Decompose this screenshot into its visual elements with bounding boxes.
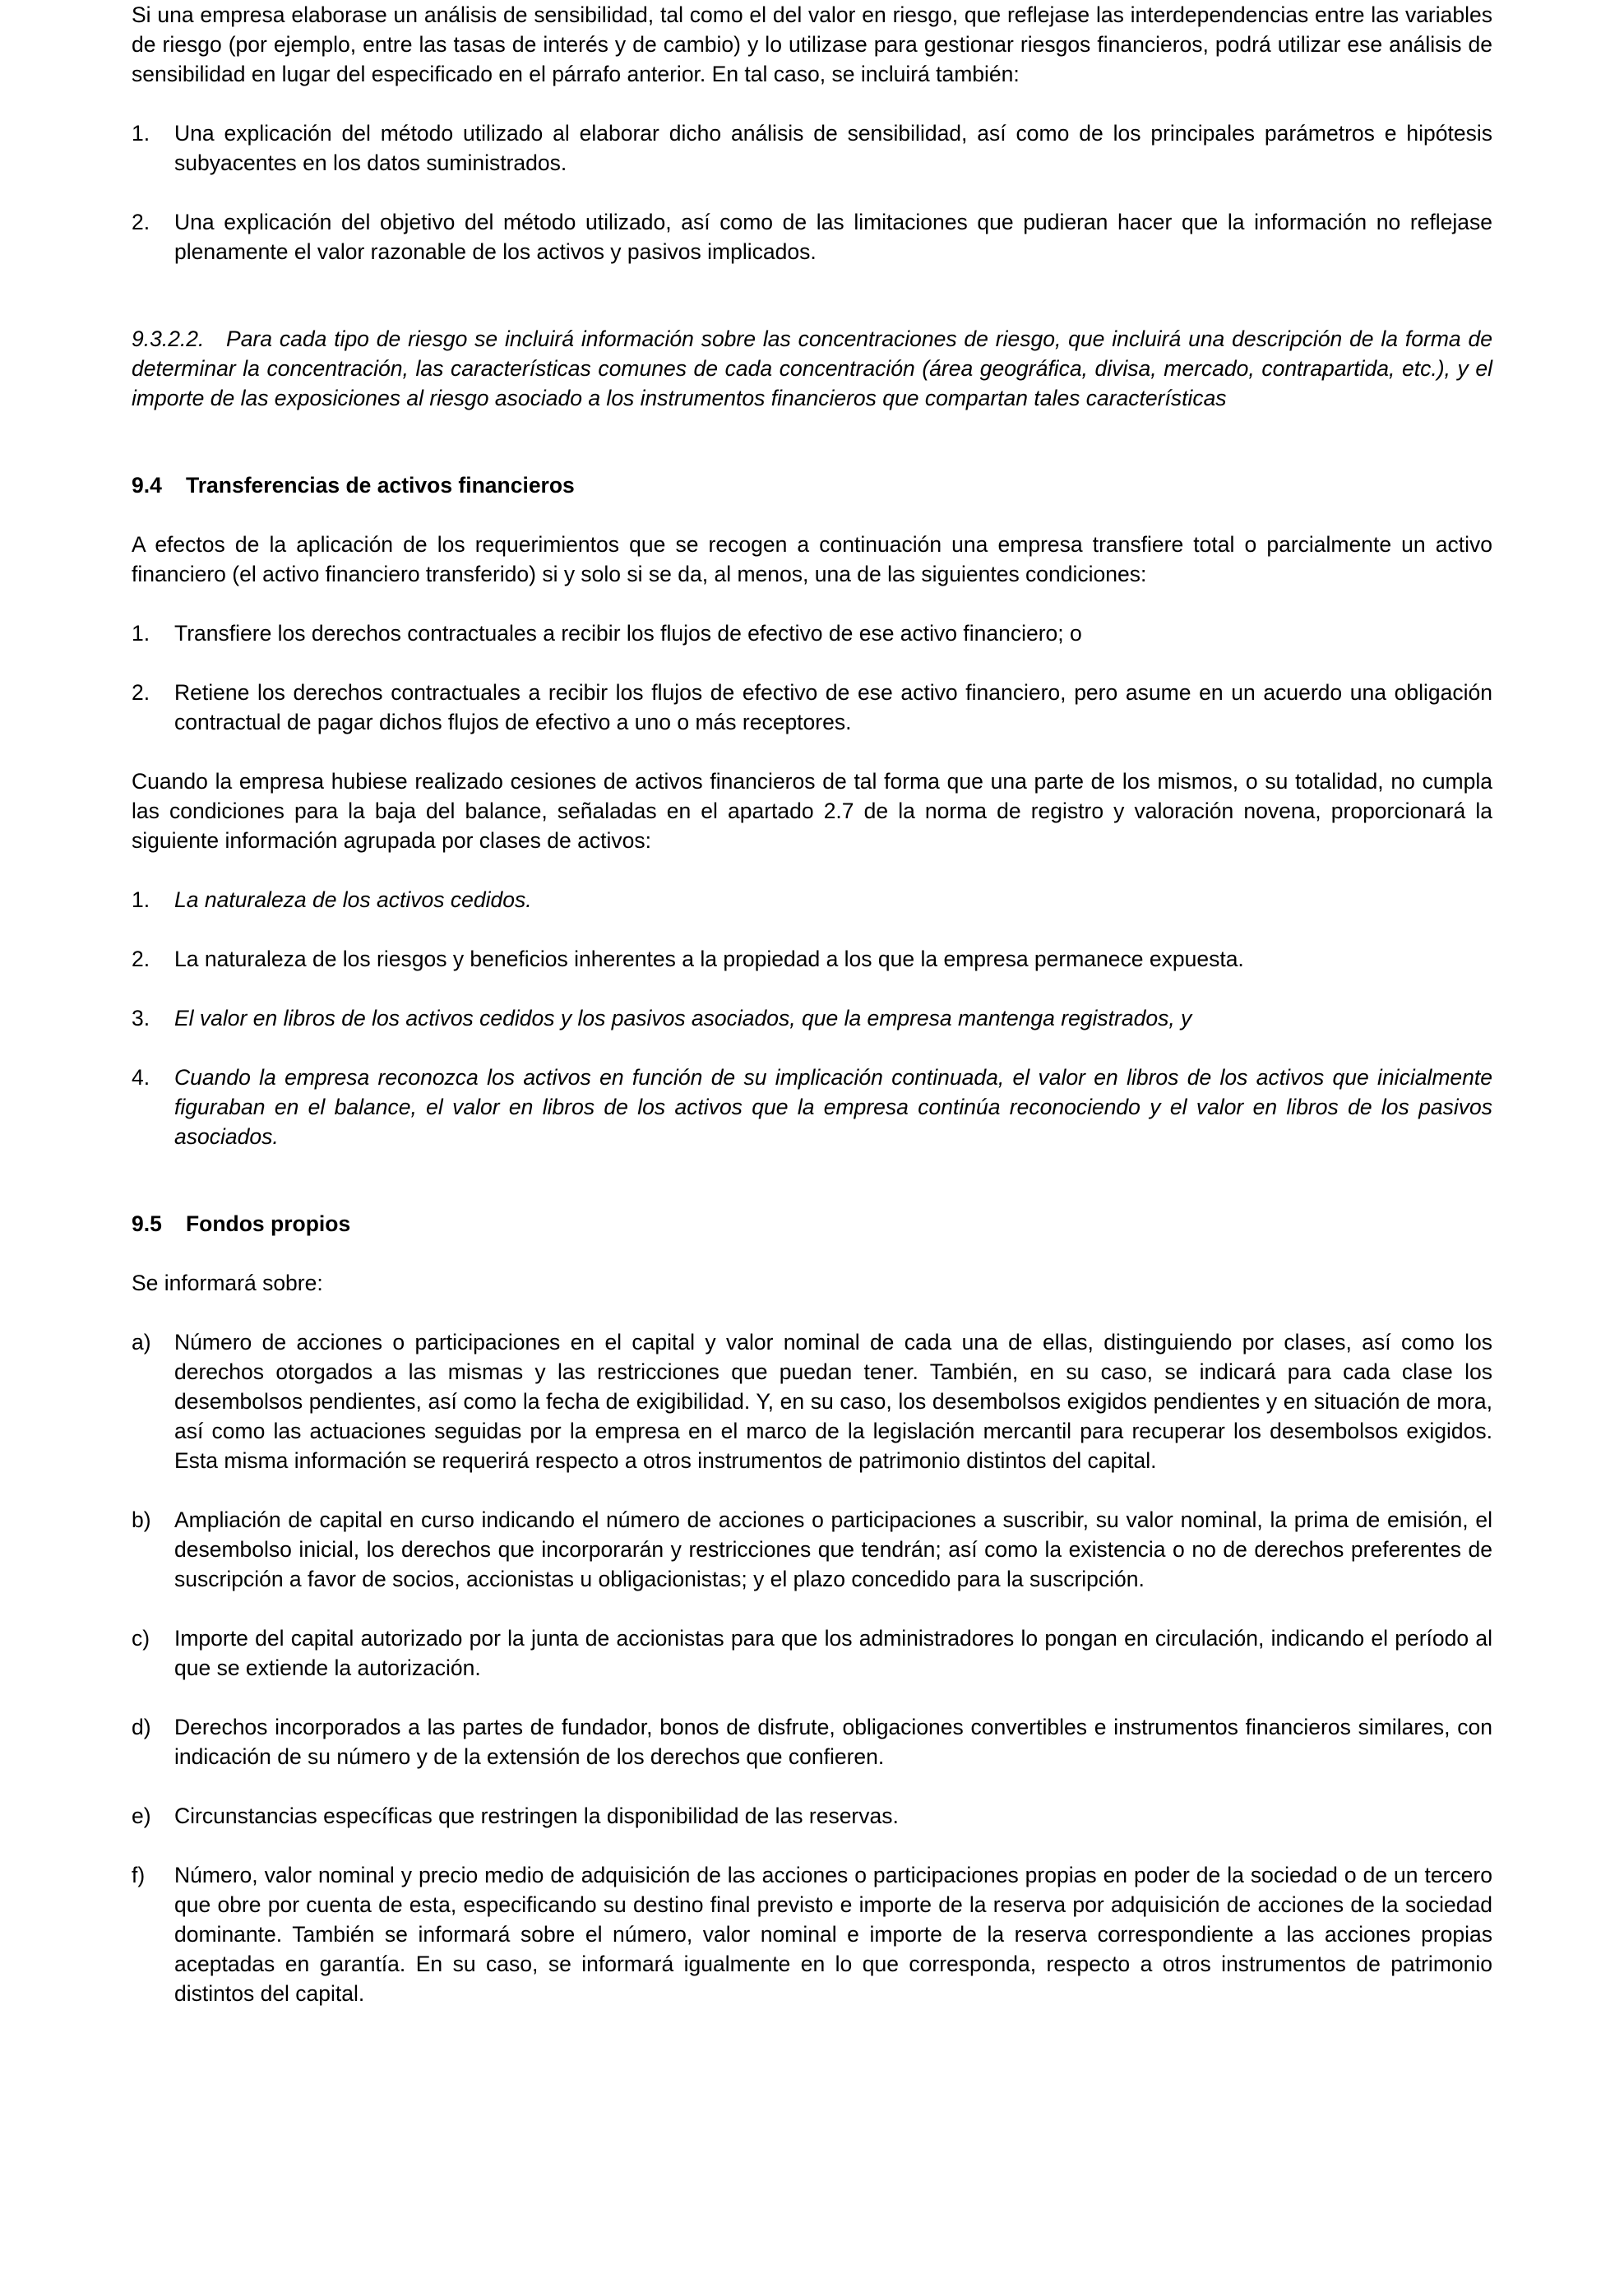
list-item-text: La naturaleza de los riesgos y beneficios inherentes a la propiedad a los que la empresa permanece expuesta.: [174, 947, 1244, 971]
section-9-4-paragraph-2: Cuando la empresa hubiese realizado cesiones de activos financieros de tal forma que una parte de los mismos, o su totalidad, no cumpla las condiciones para la baja del balance, señaladas en el apartado 2.7 de la norma de registro y valoración novena, proporcionará la siguiente información agrupada por clases de activos:: [132, 769, 1492, 853]
list-marker: 1.: [132, 121, 150, 146]
ceded-assets-info-list: [132, 885, 1492, 1151]
list-marker: b): [132, 1507, 151, 1532]
list-item-text: Una explicación del objetivo del método utilizado, así como de las limitaciones que pudieran hacer que la información no reflejase plenamente el valor razonable de los activos y pasivos implicados.: [174, 210, 1492, 264]
list-item-text: Número de acciones o participaciones en el capital y valor nominal de cada una de ellas, distinguiendo por clases, así como los derechos otorgados a las mismas y las restricciones que puedan tener. También, en su caso, se indicará para cada clase los desembolsos pendientes, así como la fecha de exigibilidad. Y, en su caso, los desembolsos exigidos pendientes y en situación de mora, así como las actuaciones seguidas por la empresa en el marco de la legislación mercantil para recuperar los desembolsos exigidos. Esta misma información se requerirá respecto a otros instrumentos de patrimonio distintos del capital.: [174, 1330, 1492, 1473]
list-item-text: Retiene los derechos contractuales a recibir los flujos de efectivo de ese activo financiero, pero asume en un acuerdo una obligación contractual de pagar dichos flujos de efectivo a uno o más receptores.: [174, 680, 1492, 734]
list-marker: 2.: [132, 210, 150, 234]
list-marker: 2.: [132, 680, 150, 705]
document-page: [132, 0, 1492, 2008]
list-marker: e): [132, 1804, 151, 1828]
list-marker: 3.: [132, 1006, 150, 1030]
section-number: 9.4: [132, 473, 162, 498]
list-item: [132, 207, 1492, 266]
list-item-text: El valor en libros de los activos cedidos y los pasivos asociados, que la empresa mantenga registrados, y: [174, 1006, 1192, 1030]
subsection-number: 9.3.2.2.: [132, 326, 205, 351]
list-item: [132, 1505, 1492, 1594]
list-item-text: Ampliación de capital en curso indicando el número de acciones o participaciones a suscribir, su valor nominal, la prima de emisión, el desembolso inicial, los derechos que incorporarán y restricciones que tendrán; así como la existencia o no de derechos preferentes de suscripción a favor de socios, accionistas u obligacionistas; y el plazo concedido para la suscripción.: [174, 1507, 1492, 1591]
list-item-text: Importe del capital autorizado por la junta de accionistas para que los administradores lo pongan en circulación, indicando el período al que se extiende la autorización.: [174, 1626, 1492, 1680]
list-marker: d): [132, 1715, 151, 1739]
list-item-text: La naturaleza de los activos cedidos.: [174, 887, 532, 912]
list-item: [132, 618, 1492, 648]
list-item-text: Derechos incorporados a las partes de fundador, bonos de disfrute, obligaciones convertibles e instrumentos financieros similares, con indicación de su número y de la extensión de los derechos que confieren.: [174, 1715, 1492, 1769]
list-item: [132, 1003, 1492, 1033]
list-marker: 4.: [132, 1065, 150, 1090]
section-heading-9-4: [132, 470, 1492, 500]
list-item: [132, 1623, 1492, 1683]
section-9-5-lead: Se informará sobre:: [132, 1271, 323, 1295]
list-item-text: Una explicación del método utilizado al elaborar dicho análisis de sensibilidad, así como de los principales parámetros e hipótesis subyacentes en los datos suministrados.: [174, 121, 1492, 175]
list-marker: f): [132, 1863, 146, 1887]
section-number: 9.5: [132, 1211, 162, 1236]
subsection-9-3-2-2: [132, 324, 1492, 413]
equity-info-list: [132, 1327, 1492, 2008]
list-item: [132, 1860, 1492, 2008]
list-marker: 1.: [132, 621, 150, 646]
list-item: [132, 118, 1492, 178]
list-item: [132, 885, 1492, 915]
list-item: [132, 944, 1492, 974]
subsection-text: Para cada tipo de riesgo se incluirá información sobre las concentraciones de riesgo, que incluirá una descripción de la forma de determinar la concentración, las características comunes de cada concentración (área geográfica, divisa, mercado, contrapartida, etc.), y el importe de las exposiciones al riesgo asociado a los instrumentos financieros que compartan tales características: [132, 326, 1492, 410]
transfer-conditions-list: [132, 618, 1492, 737]
list-marker: 1.: [132, 887, 150, 912]
list-item: [132, 1801, 1492, 1831]
list-item-text: Número, valor nominal y precio medio de adquisición de las acciones o participaciones propias en poder de la sociedad o de un tercero que obre por cuenta de esta, especificando su destino final previsto e importe de la reserva por adquisición de acciones de la sociedad dominante. También se informará sobre el número, valor nominal e importe de la reserva correspondiente a las acciones propias aceptadas en garantía. En su caso, se informará igualmente en lo que corresponda, respecto a otros instrumentos de patrimonio distintos del capital.: [174, 1863, 1492, 2006]
intro-list: [132, 118, 1492, 266]
section-title: Fondos propios: [186, 1211, 351, 1236]
list-item-text: Cuando la empresa reconozca los activos en función de su implicación continuada, el valor en libros de los activos que inicialmente figuraban en el balance, el valor en libros de los activos que la empresa continúa reconociendo y el valor en libros de los pasivos asociados.: [174, 1065, 1492, 1149]
section-title: Transferencias de activos financieros: [186, 473, 575, 498]
list-item: [132, 678, 1492, 737]
list-item-text: Transfiere los derechos contractuales a recibir los flujos de efectivo de ese activo financiero; o: [174, 621, 1082, 646]
list-marker: c): [132, 1626, 150, 1651]
list-marker: 2.: [132, 947, 150, 971]
list-item: [132, 1712, 1492, 1771]
list-marker: a): [132, 1330, 151, 1355]
list-item-text: Circunstancias específicas que restringen la disponibilidad de las reservas.: [174, 1804, 899, 1828]
section-9-4-paragraph-1: A efectos de la aplicación de los requerimientos que se recogen a continuación una empresa transfiere total o parcialmente un activo financiero (el activo financiero transferido) si y solo si se da, al menos, una de las siguientes condiciones:: [132, 532, 1492, 586]
list-item: [132, 1063, 1492, 1151]
list-item: [132, 1327, 1492, 1475]
section-heading-9-5: [132, 1209, 1492, 1239]
intro-paragraph: Si una empresa elaborase un análisis de sensibilidad, tal como el del valor en riesgo, que reflejase las interdependencias entre las variables de riesgo (por ejemplo, entre las tasas de interés y de cambio) y lo utilizase para gestionar riesgos financieros, podrá utilizar ese análisis de sensibilidad en lugar del especificado en el párrafo anterior. En tal caso, se incluirá también:: [132, 2, 1492, 86]
